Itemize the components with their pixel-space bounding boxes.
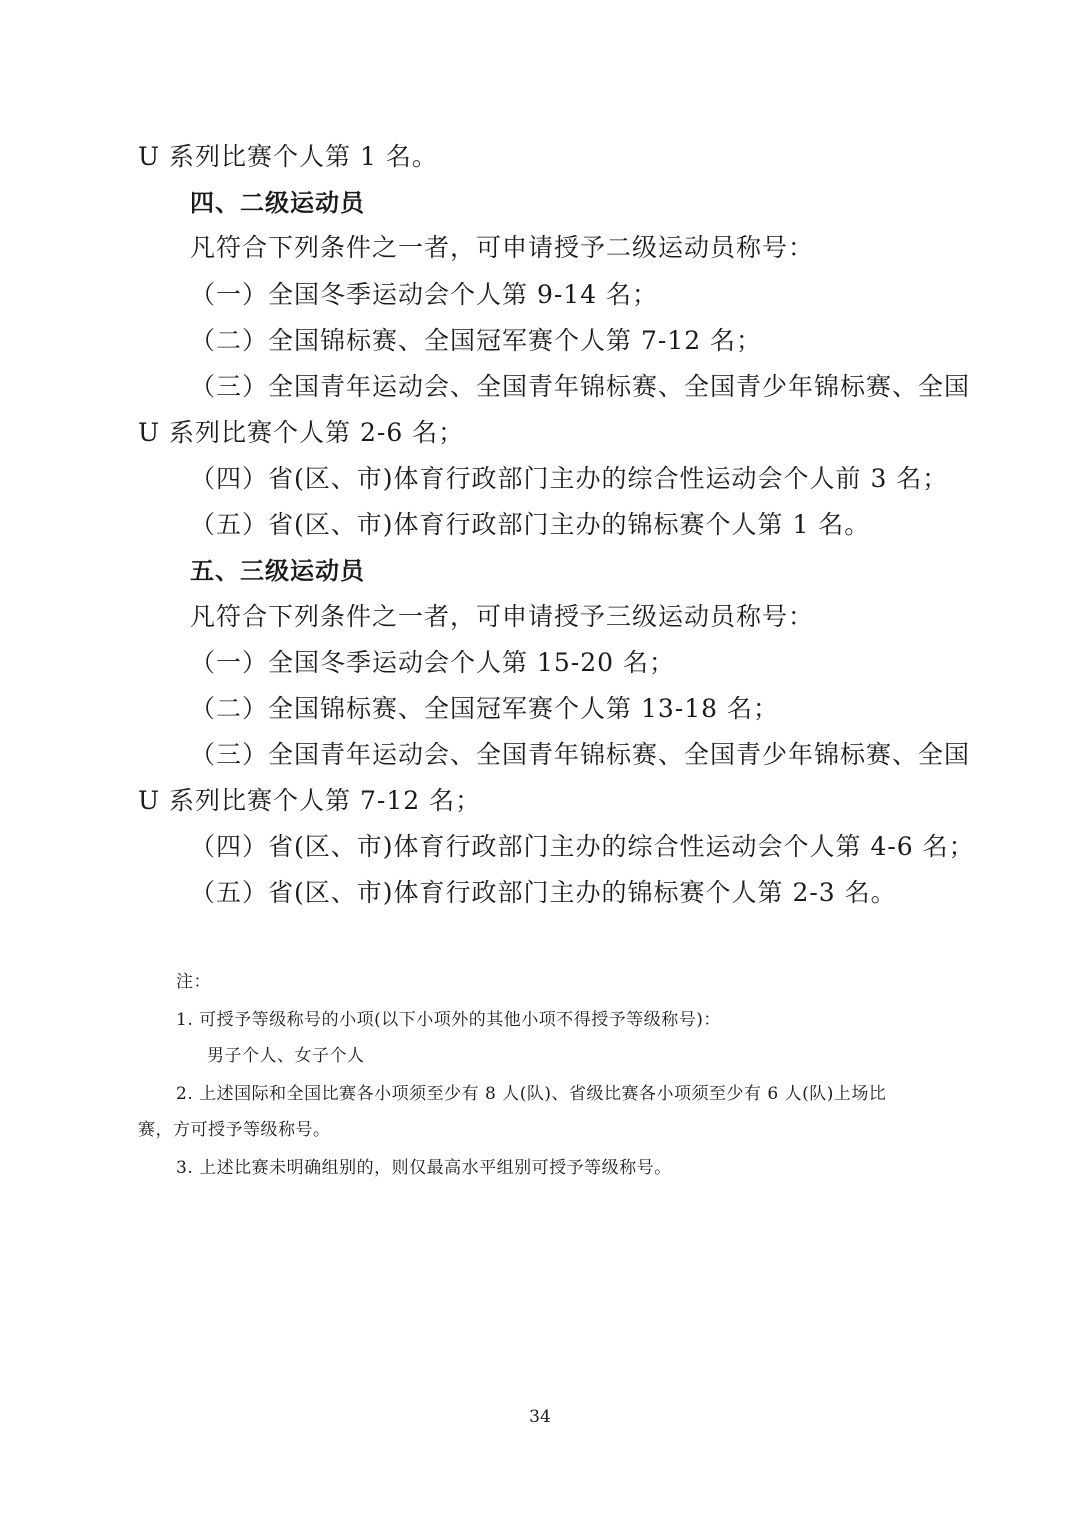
list-item: （四）省(区、市)体育行政部门主办的综合性运动会个人第 4-6 名； <box>190 832 975 861</box>
list-item: （五）省(区、市)体育行政部门主办的锦标赛个人第 2-3 名。 <box>190 878 897 907</box>
note-item: 1. 可授予等级称号的小项(以下小项外的其他小项不得授予等级称号)： <box>176 1010 721 1030</box>
section-heading-level-3: 五、三级运动员 <box>190 557 365 585</box>
notes-label: 注： <box>176 972 211 992</box>
list-item: （三）全国青年运动会、全国青年锦标赛、全国青少年锦标赛、全国 <box>190 372 971 401</box>
body-line: 凡符合下列条件之一者，可申请授予二级运动员称号： <box>190 233 815 262</box>
list-item: （一）全国冬季运动会个人第 15-20 名； <box>190 648 675 677</box>
note-item-continuation: 赛，方可授予等级称号。 <box>138 1120 331 1140</box>
list-item: （四）省(区、市)体育行政部门主办的综合性运动会个人前 3 名； <box>190 464 949 493</box>
list-item: （三）全国青年运动会、全国青年锦标赛、全国青少年锦标赛、全国 <box>190 740 971 769</box>
note-item: 2. 上述国际和全国比赛各小项须至少有 8 人(队)、省级比赛各小项须至少有 6 人(队)上场比 <box>176 1084 887 1104</box>
list-item-continuation: U 系列比赛个人第 2-6 名； <box>138 418 465 447</box>
note-item-continuation: 男子个人、女子个人 <box>207 1046 365 1066</box>
section-heading-level-2: 四、二级运动员 <box>190 189 365 217</box>
note-item: 3. 上述比赛未明确组别的，则仅最高水平组别可授予等级称号。 <box>176 1158 672 1178</box>
list-item: （五）省(区、市)体育行政部门主办的锦标赛个人第 1 名。 <box>190 510 871 539</box>
list-item-continuation: U 系列比赛个人第 7-12 名； <box>138 786 482 815</box>
list-item: （二）全国锦标赛、全国冠军赛个人第 13-18 名； <box>190 694 779 723</box>
body-line: U 系列比赛个人第 1 名。 <box>138 142 438 171</box>
body-line: 凡符合下列条件之一者，可申请授予三级运动员称号： <box>190 602 815 631</box>
list-item: （二）全国锦标赛、全国冠军赛个人第 7-12 名； <box>190 326 763 355</box>
page-number: 34 <box>529 1407 551 1427</box>
list-item: （一）全国冬季运动会个人第 9-14 名； <box>190 280 659 309</box>
